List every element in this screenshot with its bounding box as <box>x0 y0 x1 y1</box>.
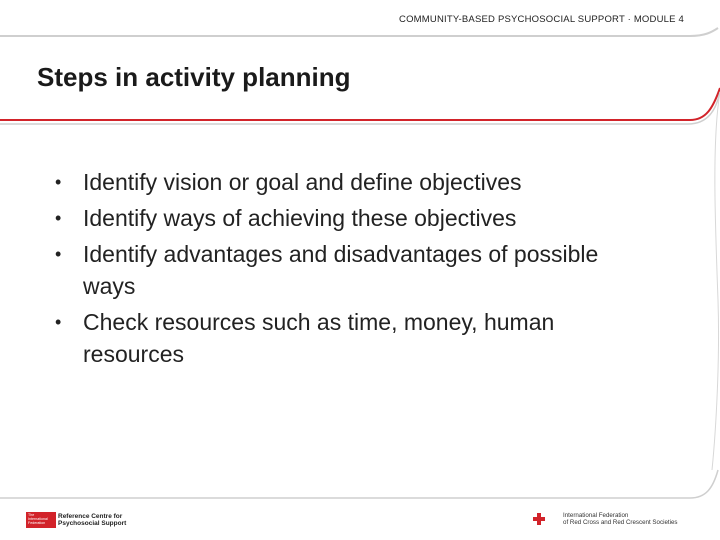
reference-centre-logo <box>26 512 126 528</box>
bullet-list <box>55 166 615 374</box>
bullet-item <box>55 202 615 234</box>
ifrc-line2: of Red Cross and Red Crescent Societies <box>563 519 678 526</box>
bullet-text: Identify advantages and disadvantages of possible ways <box>83 241 599 299</box>
module-header-text: COMMUNITY-BASED PSYCHOSOCIAL SUPPORT · MODULE 4 <box>399 14 684 25</box>
reference-centre-logo-mark: The International Federation <box>26 512 56 528</box>
reference-centre-line1: Reference Centre for <box>58 513 123 520</box>
bullet-text: Identify ways of achieving these objectives <box>83 205 517 231</box>
bullet-item <box>55 166 615 198</box>
bullet-item <box>55 238 615 302</box>
bullet-icon: • <box>55 244 62 264</box>
red-cross-crescent-icon <box>533 513 559 525</box>
bullet-item <box>55 306 615 370</box>
bullet-icon: • <box>55 172 62 192</box>
ifrc-logo-text <box>563 512 678 526</box>
ifrc-line1: International Federation <box>563 512 629 519</box>
reference-centre-logo-text <box>58 513 126 527</box>
bullet-icon: • <box>55 208 62 228</box>
bullet-text: Identify vision or goal and define objectives <box>83 169 522 195</box>
reference-centre-line2: Psychosocial Support <box>58 520 127 527</box>
slide-title: Steps in activity planning <box>37 62 351 92</box>
ifrc-logo <box>533 512 678 526</box>
bullet-text: Check resources such as time, money, human resources <box>83 309 555 367</box>
bullet-icon: • <box>55 312 62 332</box>
